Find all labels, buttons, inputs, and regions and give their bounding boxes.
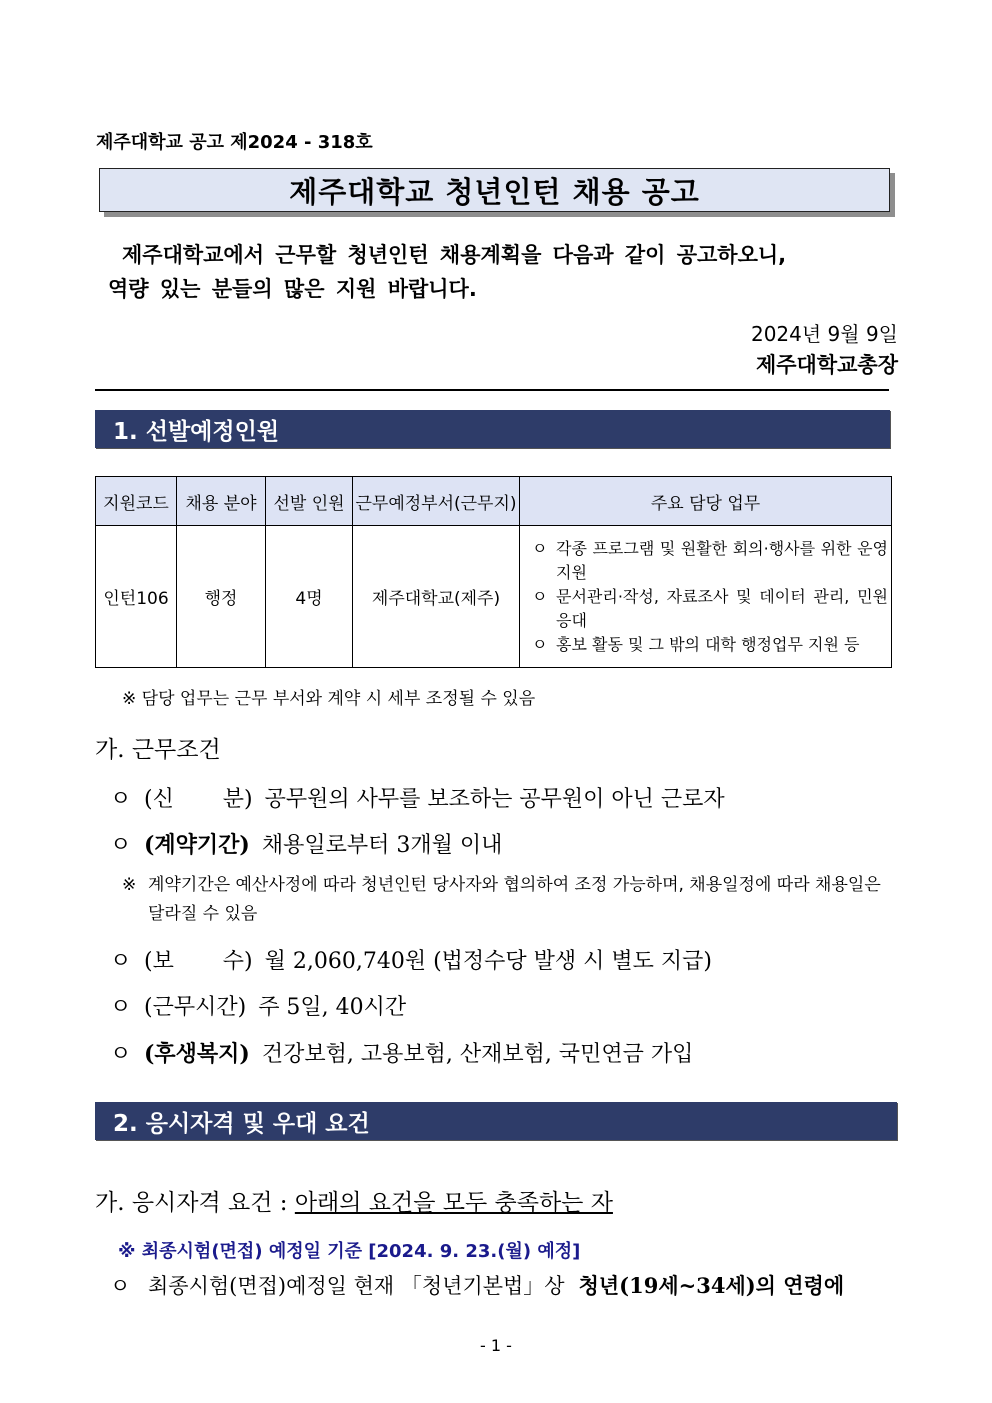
condition-label: (계약기간) xyxy=(144,832,250,858)
eligibility-text: 최종시험(면접)예정일 현재 「청년기본법」상 xyxy=(148,1274,565,1298)
work-conditions-heading: 가. 근무조건 xyxy=(95,737,221,763)
table-header-row xyxy=(96,477,892,526)
eligibility-heading-underlined: 아래의 요건을 모두 충족하는 자 xyxy=(294,1190,613,1216)
section-heading-2: 2. 응시자격 및 우대 요건 xyxy=(95,1102,897,1140)
condition-text: 채용일로부터 3개월 이내 xyxy=(261,833,503,858)
duty-text: 홍보 활동 및 그 밖의 대학 행정업무 지원 등 xyxy=(556,634,860,654)
contract-note xyxy=(122,871,898,929)
eligibility-text-bold: 청년(19세~34세)의 연령에 xyxy=(578,1273,845,1298)
condition-item xyxy=(110,990,406,1021)
header-field: 채용 분야 xyxy=(177,477,266,526)
condition-text: 공무원의 사무를 보조하는 공무원이 아닌 근로자 xyxy=(264,787,725,812)
divider xyxy=(95,389,889,391)
table-row xyxy=(96,526,892,668)
bullet: ㅇ xyxy=(532,634,548,654)
condition-label: (후생복지) xyxy=(144,1041,250,1067)
note-text: 계약기간은 예산사정에 따라 청년인턴 당사자와 협의하여 조정 가능하며, 채용일정에 따라 채용일은 달라질 수 있음 xyxy=(148,875,881,924)
recruitment-table xyxy=(95,476,892,668)
condition-text: 건강보험, 고용보험, 산재보험, 국민연금 가입 xyxy=(261,1042,694,1067)
condition-item xyxy=(110,828,502,859)
condition-label: (보 수) xyxy=(144,949,253,974)
bullet: ㅇ xyxy=(110,787,132,812)
section-heading-1: 1. 선발예정인원 xyxy=(95,410,890,448)
page-number: - 1 - xyxy=(480,1336,512,1355)
header-code: 지원코드 xyxy=(96,477,177,526)
signer: 제주대학교총장 xyxy=(755,353,898,377)
cell-dept: 제주대학교(제주) xyxy=(353,526,520,668)
condition-label: (근무시간) xyxy=(144,995,247,1020)
duty-item xyxy=(532,633,888,657)
duty-item xyxy=(532,537,888,585)
intro-paragraph xyxy=(108,238,898,306)
page-title: 제주대학교 청년인턴 채용 공고 xyxy=(99,168,890,212)
duty-note: ※ 담당 업무는 근무 부서와 계약 시 세부 조정될 수 있음 xyxy=(122,689,536,709)
duty-item xyxy=(532,585,888,633)
header-duties: 주요 담당 업무 xyxy=(520,477,892,526)
cell-duties xyxy=(520,526,892,668)
condition-item xyxy=(110,782,725,813)
notice-number: 제주대학교 공고 제2024 - 318호 xyxy=(96,132,373,153)
condition-item xyxy=(110,944,712,975)
intro-line-2: 역량 있는 분들의 많은 지원 바랍니다. xyxy=(108,277,477,301)
condition-text: 월 2,060,740원 (법정수당 발생 시 별도 지급) xyxy=(264,949,712,974)
bullet: ㅇ xyxy=(110,833,132,858)
duty-text: 각종 프로그램 및 원활한 회의·행사를 위한 운영 지원 xyxy=(556,538,888,582)
cell-code: 인턴106 xyxy=(96,526,177,668)
condition-label: (신 분) xyxy=(144,787,253,812)
note-mark: ※ xyxy=(122,875,137,895)
intro-line-1: 제주대학교에서 근무할 청년인턴 채용계획을 다음과 같이 공고하오니, xyxy=(122,243,787,267)
condition-item xyxy=(110,1037,693,1068)
announcement-date: 2024년 9월 9일 xyxy=(750,322,898,346)
eligibility-heading xyxy=(95,1184,613,1217)
header-dept: 근무예정부서(근무지) xyxy=(353,477,520,526)
bullet: ㅇ xyxy=(532,538,548,558)
bullet: ㅇ xyxy=(110,949,132,974)
cell-field: 행정 xyxy=(177,526,266,668)
bullet: ㅇ xyxy=(110,1274,131,1298)
bullet: ㅇ xyxy=(110,995,132,1020)
eligibility-basis-note: ※ 최종시험(면접) 예정일 기준 [2024. 9. 23.(월) 예정] xyxy=(118,1241,581,1262)
duty-text: 문서관리·작성, 자료조사 및 데이터 관리, 민원응대 xyxy=(556,586,888,630)
cell-count: 4명 xyxy=(266,526,353,668)
header-count: 선발 인원 xyxy=(266,477,353,526)
condition-text: 주 5일, 40시간 xyxy=(258,995,407,1020)
bullet: ㅇ xyxy=(110,1042,132,1067)
eligibility-heading-prefix: 가. 응시자격 요건 : xyxy=(95,1190,288,1216)
eligibility-item xyxy=(110,1270,898,1300)
bullet: ㅇ xyxy=(532,586,548,606)
